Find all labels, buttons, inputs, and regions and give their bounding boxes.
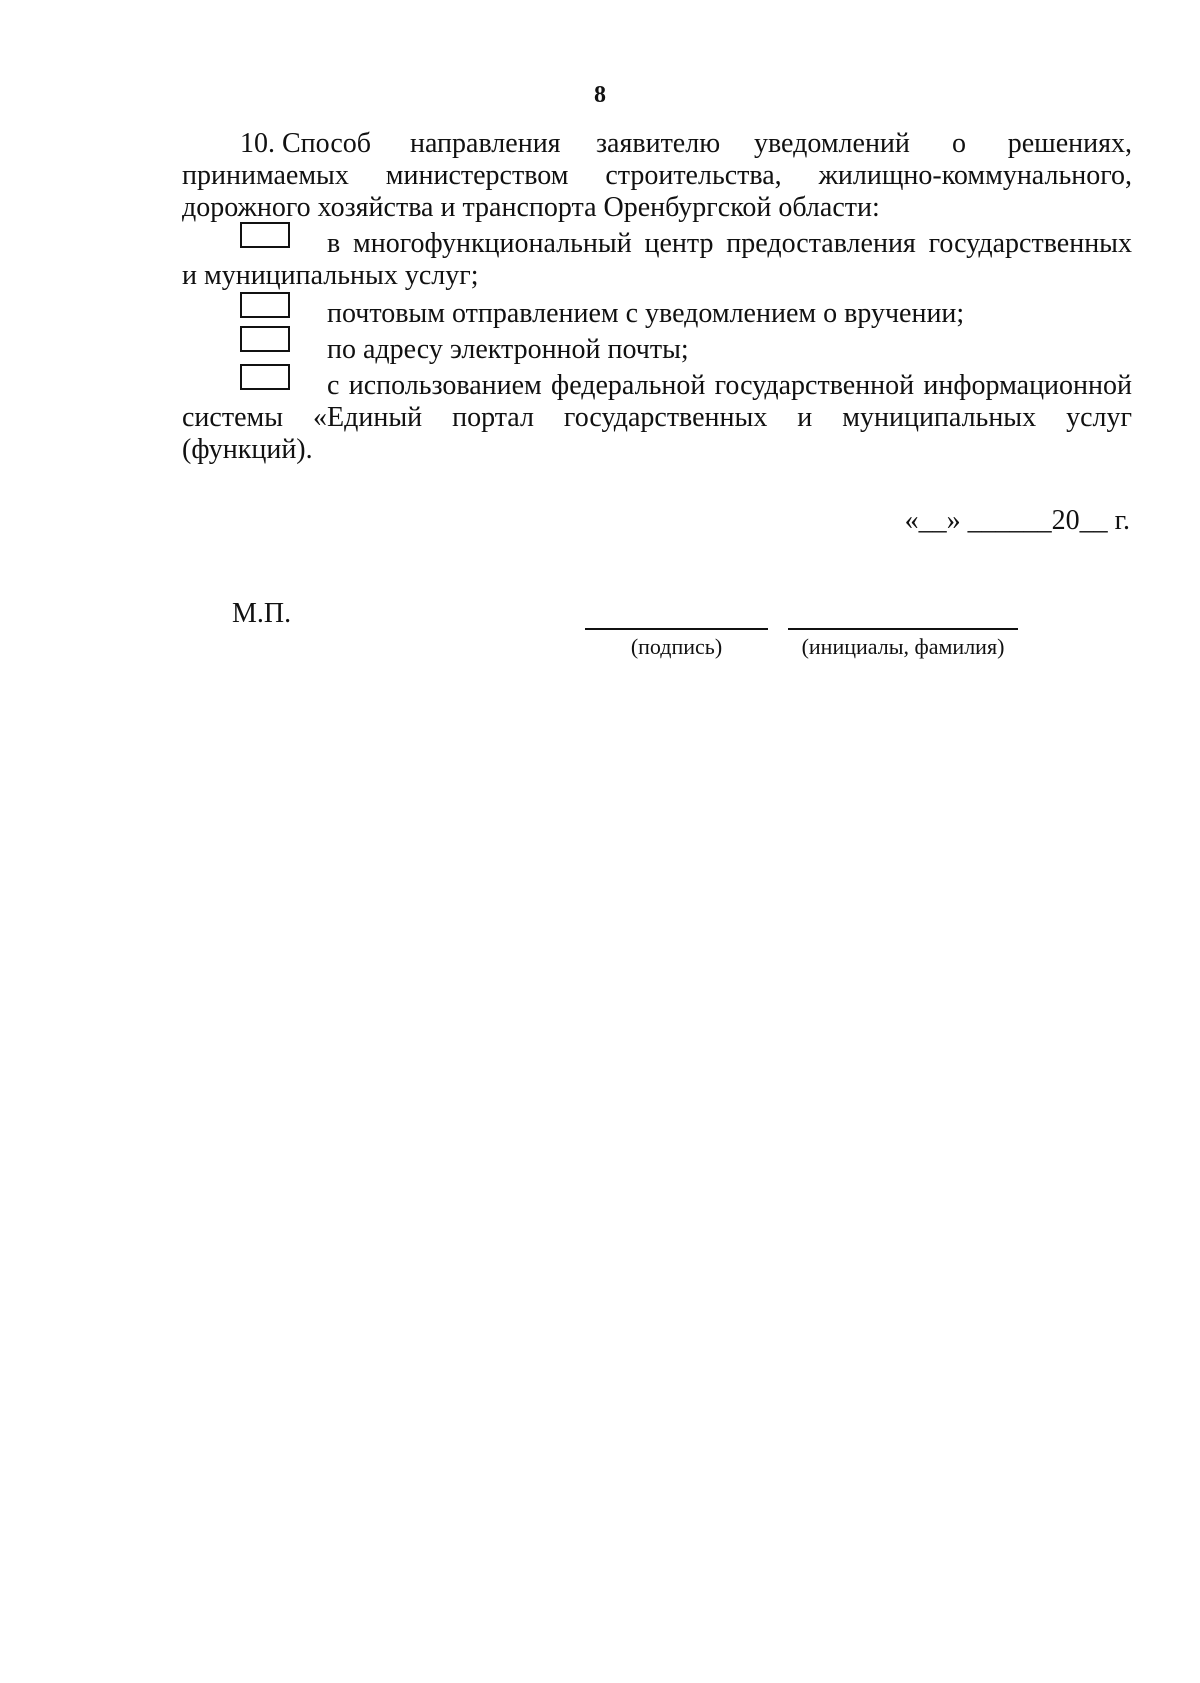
date-field[interactable]: «__» ______20__ г. <box>904 505 1130 536</box>
item-word-1: Способ <box>282 128 372 159</box>
option-3-checkbox[interactable] <box>240 326 290 352</box>
item-word-3: заявителю <box>596 128 721 159</box>
option-4-continuation: системы «Единый портал государственных и муниципальных услуг <box>182 402 1132 433</box>
item-10-line-3: дорожного хозяйства и транспорта Оренбургской области: <box>182 192 880 223</box>
stamp-label: М.П. <box>232 598 292 629</box>
item-word-6: решениях, <box>1007 128 1132 159</box>
item-word-5: о <box>952 128 966 159</box>
signature-caption: (подпись) <box>630 634 723 659</box>
option-4-continuation-2: (функций). <box>182 434 313 465</box>
item-10-line-1 <box>182 128 1132 160</box>
item-word-2: направления <box>410 128 561 159</box>
option-4-checkbox[interactable] <box>240 364 290 390</box>
item-number: 10. <box>240 128 275 159</box>
signature-line[interactable] <box>585 628 768 630</box>
item-word-4: уведомлений <box>754 128 910 159</box>
item-10-line-2: принимаемых министерством строительства, жилищно-коммунального, <box>182 160 1132 191</box>
option-1-text: в многофункциональный центр предоставления государственных <box>327 228 1132 259</box>
option-4-text: с использованием федеральной государственной информационной <box>327 370 1132 401</box>
option-2-text: почтовым отправлением с уведомлением о вручении; <box>327 298 965 329</box>
name-caption: (инициалы, фамилия) <box>801 634 1005 659</box>
page-number: 8 <box>594 82 606 108</box>
option-1-continuation: и муниципальных услуг; <box>182 260 479 291</box>
option-1-checkbox[interactable] <box>240 222 290 248</box>
name-line[interactable] <box>788 628 1018 630</box>
item-10-paragraph <box>182 128 1132 224</box>
option-3-text: по адресу электронной почты; <box>327 334 689 365</box>
option-2-checkbox[interactable] <box>240 292 290 318</box>
